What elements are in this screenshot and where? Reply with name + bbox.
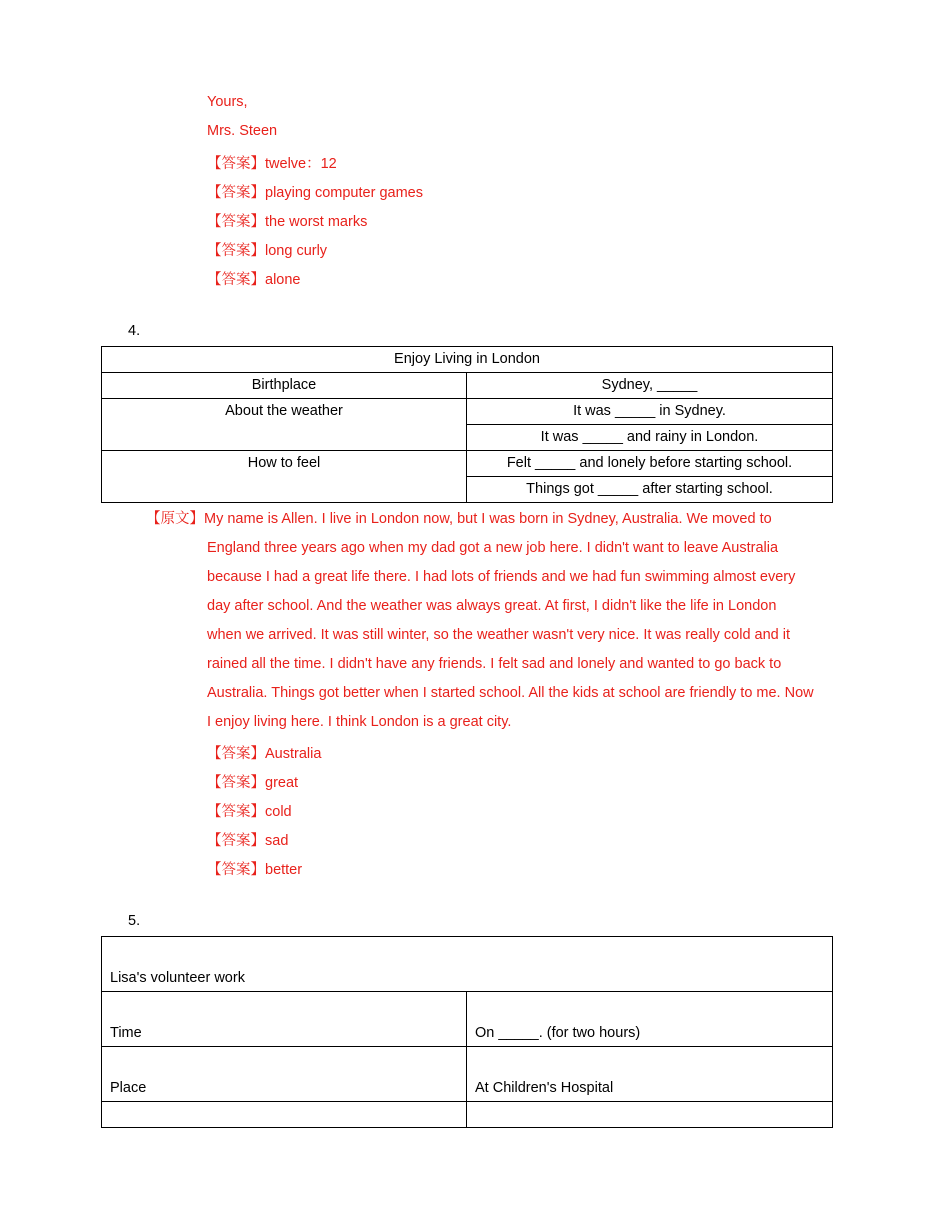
row-value: It was _____ and rainy in London. [467,425,833,451]
answer-tag: 【答案】 [207,746,265,762]
row-value: At Children's Hospital [467,1047,833,1102]
answer-tag: 【答案】 [207,185,265,201]
row-value: It was _____ in Sydney. [467,399,833,425]
table-title: Enjoy Living in London [102,347,833,373]
answer-text: playing computer games [265,185,423,201]
letter-signature: Mrs. Steen [207,123,278,139]
row-label: Birthplace [102,373,467,399]
row-value: On _____. (for two hours) [467,992,833,1047]
answer-text: alone [265,272,301,288]
answer-text: long curly [265,243,328,259]
source-text [146,505,840,737]
source-line: because I had a great life there. I had lots of friends and we had fun swimming almost every [207,569,796,585]
source-line: I enjoy living here. I think London is a great city. [207,714,512,730]
source-line: day after school. And the weather was always great. At first, I didn't like the life in London [207,598,777,614]
row-label: About the weather [102,399,467,451]
row-value: Things got _____ after starting school. [467,477,833,503]
enjoy-living-table [101,346,833,503]
source-line: Australia. Things got better when I started school. All the kids at school are friendly to me. Now [207,685,814,701]
empty-cell [467,1102,833,1128]
question-number: 5. [128,913,141,929]
answer-tag: 【答案】 [207,833,265,849]
answer-text: great [265,775,299,791]
row-label: Time [102,992,467,1047]
answer-text: sad [265,833,289,849]
answer-line [207,181,423,202]
answer-tag: 【答案】 [207,214,265,230]
source-line: when we arrived. It was still winter, so the weather wasn't very nice. It was really cold and it [207,627,791,643]
answer-line [207,152,337,173]
answer-line [207,858,302,879]
answer-line [207,742,321,763]
answer-tag: 【答案】 [207,804,265,820]
row-value: Sydney, _____ [467,373,833,399]
answer-tag: 【答案】 [207,272,265,288]
source-tag: 【原文】 [146,511,204,527]
answer-tag: 【答案】 [207,156,265,172]
answer-text: Australia [265,746,322,762]
answer-text: better [265,862,303,878]
answer-text: cold [265,804,292,820]
answer-line [207,829,288,850]
answer-line [207,210,367,231]
answer-tag: 【答案】 [207,862,265,878]
source-line: 【原文】My name is Allen. I live in London now, but I was born in Sydney, Australia. We moved to [146,511,772,527]
answer-line [207,268,300,289]
source-line: England three years ago when my dad got a new job here. I didn't want to leave Australia [207,540,779,556]
answer-line [207,771,298,792]
row-label: How to feel [102,451,467,503]
answer-tag: 【答案】 [207,775,265,791]
answer-tag: 【答案】 [207,243,265,259]
answer-text: twelve：12 [265,156,337,172]
row-label: Place [102,1047,467,1102]
table-title: Lisa's volunteer work [102,937,833,992]
volunteer-work-table [101,936,833,1128]
empty-cell [102,1102,467,1128]
source-line: rained all the time. I didn't have any friends. I felt sad and lonely and wanted to go back to [207,656,782,672]
answer-line [207,239,327,260]
answer-text: the worst marks [265,214,368,230]
row-value: Felt _____ and lonely before starting school. [467,451,833,477]
question-number: 4. [128,323,141,339]
letter-closing: Yours, [207,94,248,110]
answer-line [207,800,292,821]
